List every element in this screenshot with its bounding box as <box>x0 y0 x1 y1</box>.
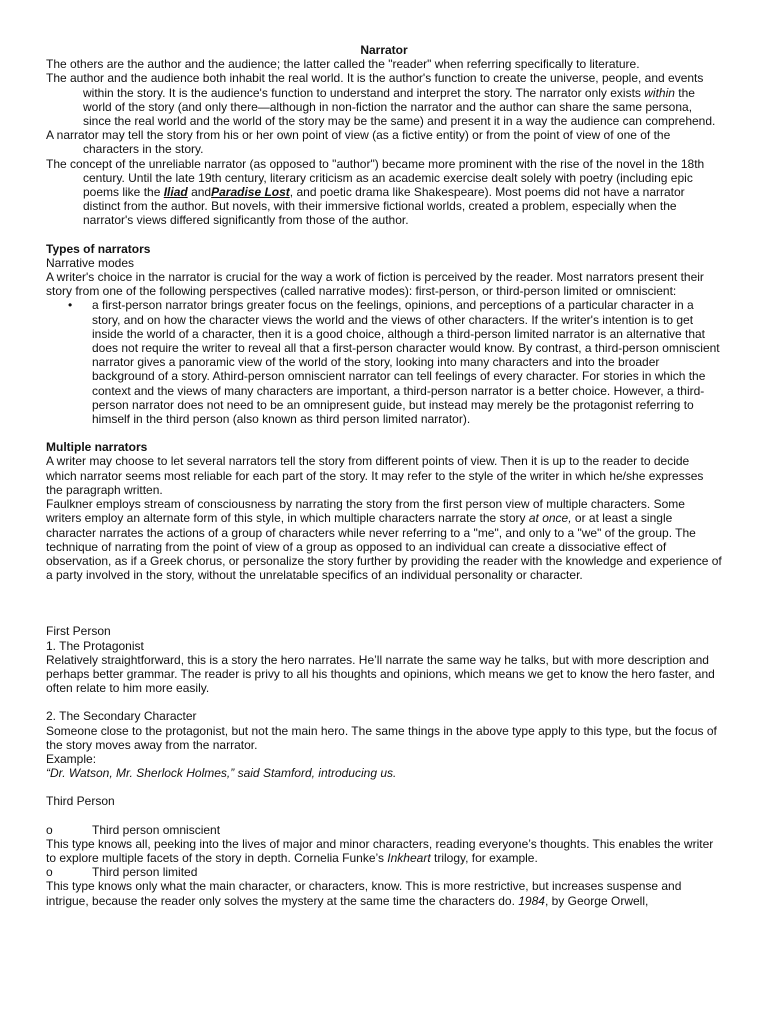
limited-item <box>46 865 722 879</box>
bullet-text: a first-person narrator brings greater focus on the feelings, opinions, and perceptions of a particular character in a story, and on how the character views the world and the views of other characters. If the writer's intention is to get inside the world of a character, then it is a good choice, although a third-person limited narrator is an alternative that does not require the writer to reveal all that a first-person character would know. By contrast, a third-person omniscient narrator gives a panoramic view of the world of the story, looking into many characters and into the broader background of a story. Athird-person omniscient narrator can tell feelings of every character. For stories in which the context and the views of many characters are important, a third-person narrator is a better choice. However, a third-person narrator does not need to be an omnipresent guide, but instead may merely be the protagonist referring to himself in the third person (also known as third person limited narrator). <box>92 298 720 427</box>
iliad-link[interactable]: Iliad <box>163 185 188 200</box>
italic-within: within <box>644 85 675 100</box>
secondary-title: 2. The Secondary Character <box>46 709 197 724</box>
intro-text: , and poetic drama like Shakespeare). Most poems did not have a narrator distinct from the author. But novels, with their immersive fictional worlds, created a problem, especially when the narrator's views differed significantly from those of the author. <box>83 185 685 228</box>
third-person-heading: Third Person <box>46 794 115 809</box>
omniscient-body: trilogy, for example. <box>430 850 538 865</box>
protagonist-title: 1. The Protagonist <box>46 638 144 653</box>
example-quote <box>46 766 722 780</box>
intro-text: The author and the audience both inhabit the real world. It is the author's function to create the universe, people, and events within the story. It is the audience's function to understand and interpret the story. The narrator only exists <box>46 71 704 100</box>
intro-text: and <box>187 185 212 200</box>
spacer <box>46 582 722 624</box>
italic-at-once: at once, <box>528 511 572 526</box>
example-quote-text: “Dr. Watson, Mr. Sherlock Holmes,” said Stamford, introducing us. <box>46 766 397 781</box>
omniscient-title: Third person omniscient <box>92 822 221 837</box>
intro-text: the world of the story (and only there—although in non-fiction the narrator and the author can share the same persona, since the real world and the world of the story may be the same) and present it in a way the audience can comprehend. <box>83 85 716 129</box>
secondary-text: Someone close to the protagonist, but not the main hero. The same things in the above type apply to this type, but the focus of the story moves away from the narrator. <box>46 723 717 752</box>
types-paragraph: A writer's choice in the narrator is crucial for the way a work of fiction is perceived by the reader. Most narrators present their story from one of the following perspectives (called narrative modes): first-person, or third-person limited or omniscient: <box>46 270 704 299</box>
bullet-item <box>46 298 722 426</box>
spacer <box>46 809 722 823</box>
example-label: Example: <box>46 751 97 766</box>
types-heading: Types of narrators <box>46 241 151 256</box>
multiple-paragraph-2 <box>46 497 722 582</box>
intro-text: The concept of the unreliable narrator (as opposed to "author") became more prominent with the rise of the novel in the 18th century. Until the late 19th century, literary criticism as an academic exercise dealt solely with poetry (including epic poems like the <box>46 156 705 200</box>
italic-1984: 1984 <box>518 893 545 908</box>
list-marker-icon: o <box>46 865 53 880</box>
italic-inkheart: Inkheart <box>387 850 431 865</box>
intro-paragraph-3: A narrator may tell the story from his or her own point of view (as a fictive entity) or from the point of view of one of the characters in the story. <box>46 128 671 157</box>
multiple-heading: Multiple narrators <box>46 440 148 455</box>
multiple-text: Faulkner employs stream of consciousness by narrating the story from the first person view of multiple characters. Some writers employ an alternate form of this style, in which multiple characters narrate the story <box>46 497 685 526</box>
list-marker-icon: o <box>46 822 53 837</box>
paradise-lost-link[interactable]: Paradise Lost <box>211 185 290 200</box>
intro-paragraph-1: The others are the author and the audience; the latter called the "reader" when referring specifically to literature. <box>46 57 640 72</box>
spacer <box>46 695 722 709</box>
omniscient-item <box>46 823 722 837</box>
limited-body: , by George Orwell, <box>544 893 649 908</box>
document-page <box>46 43 722 908</box>
spacer <box>46 780 722 794</box>
multiple-paragraph-1: A writer may choose to let several narrators tell the story from different points of view. Then it is up to the reader to decide which narrator seems most reliable for each part of the story. It may refer to the style of the writer in which he/she expresses the paragraph written. <box>46 454 704 497</box>
multiple-text: or at least a single character narrates the actions of a group of characters while never referring to a "me", and only to a "we" of the group. The technique of narrating from the point of view of a group as opposed to an individual can create a dissociative effect of observation, as if a Greek chorus, or personalize the story further by providing the reader with the knowledge and experience of a party involved in the story, without the unrelatable specifics of an individual personality or character. <box>46 511 722 583</box>
intro-paragraph-4 <box>46 157 722 228</box>
limited-body: This type knows only what the main character, or characters, know. This is more restrictive, but increases suspense and intrigue, because the reader only solves the mystery at the same time the characters do. <box>46 879 682 908</box>
first-person-heading: First Person <box>46 624 111 639</box>
limited-text <box>46 879 722 907</box>
omniscient-text <box>46 837 722 865</box>
page-title: Narrator <box>360 43 408 57</box>
omniscient-body: This type knows all, peeking into the lives of major and minor characters, reading everyone’s thoughts. This enables the writer to explore multiple facets of the story in depth. Cornelia Funke’s <box>46 836 714 865</box>
bullet-icon: • <box>68 298 73 313</box>
intro-paragraph-2 <box>46 71 722 128</box>
protagonist-text: Relatively straightforward, this is a story the hero narrates. He’ll narrate the same way he talks, but with more description and perhaps better grammar. The reader is privy to all his thoughts and opinions, which means we get to know the hero faster, and often relate to him more easily. <box>46 652 715 696</box>
limited-title: Third person limited <box>92 865 198 880</box>
types-subheading: Narrative modes <box>46 255 135 270</box>
